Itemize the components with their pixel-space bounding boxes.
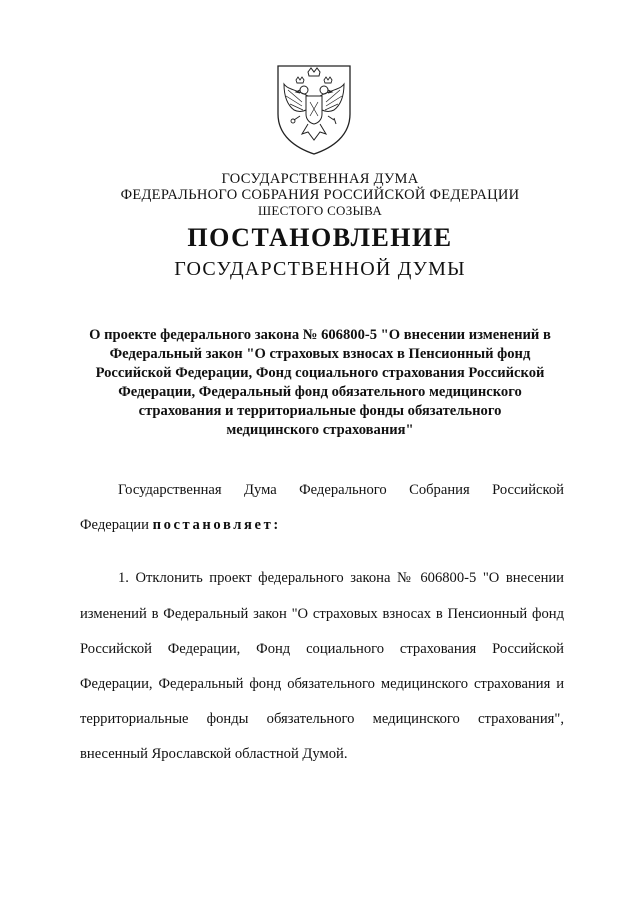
subject-line: страхования и территориальные фонды обязательного [138,403,502,419]
document-title: ПОСТАНОВЛЕНИЕ [187,223,453,252]
item1-line: территориальные фонды обязательного медицинского страхования", [80,711,564,727]
subject-line: Федеральный закон "О страховых взносах в Пенсионный фонд [109,346,531,362]
item1-line: 1. Отклонить проект федерального закона № 606800-5 "О внесении [118,570,564,586]
coat-of-arms-icon [272,60,356,158]
document-subtitle: ГОСУДАРСТВЕННОЙ ДУМЫ [174,258,466,280]
decree-word: постановляет: [152,517,281,533]
preamble-prefix: Федерации [80,517,153,533]
subject-line: О проекте федерального закона № 606800-5 "О внесении изменений в [89,327,551,343]
item1-line: Федерации, Федеральный фонд обязательного медицинского страхования и [80,676,564,692]
subject-line: Федерации, Федеральный фонд обязательного медицинского [118,384,522,400]
item1-line: изменений в Федеральный закон "О страховых взносах в Пенсионный фонд [80,606,564,622]
subject-line: медицинского страхования" [226,422,414,438]
header-line-2: ФЕДЕРАЛЬНОГО СОБРАНИЯ РОССИЙСКОЙ ФЕДЕРАЦИИ [120,187,520,203]
preamble-line-2 [80,515,564,535]
item1-line: Российской Федерации, Фонд социального страхования Российской [80,641,564,657]
item1-line: внесенный Ярославской областной Думой. [80,746,348,762]
header-line-1: ГОСУДАРСТВЕННАЯ ДУМА [221,171,419,187]
document-subject [80,326,560,440]
header-line-3: ШЕСТОГО СОЗЫВА [257,203,383,218]
subject-line: Российской Федерации, Фонд социального страхования Российской [95,365,545,381]
preamble-line-1: Государственная Дума Федерального Собрания Российской [118,482,564,498]
